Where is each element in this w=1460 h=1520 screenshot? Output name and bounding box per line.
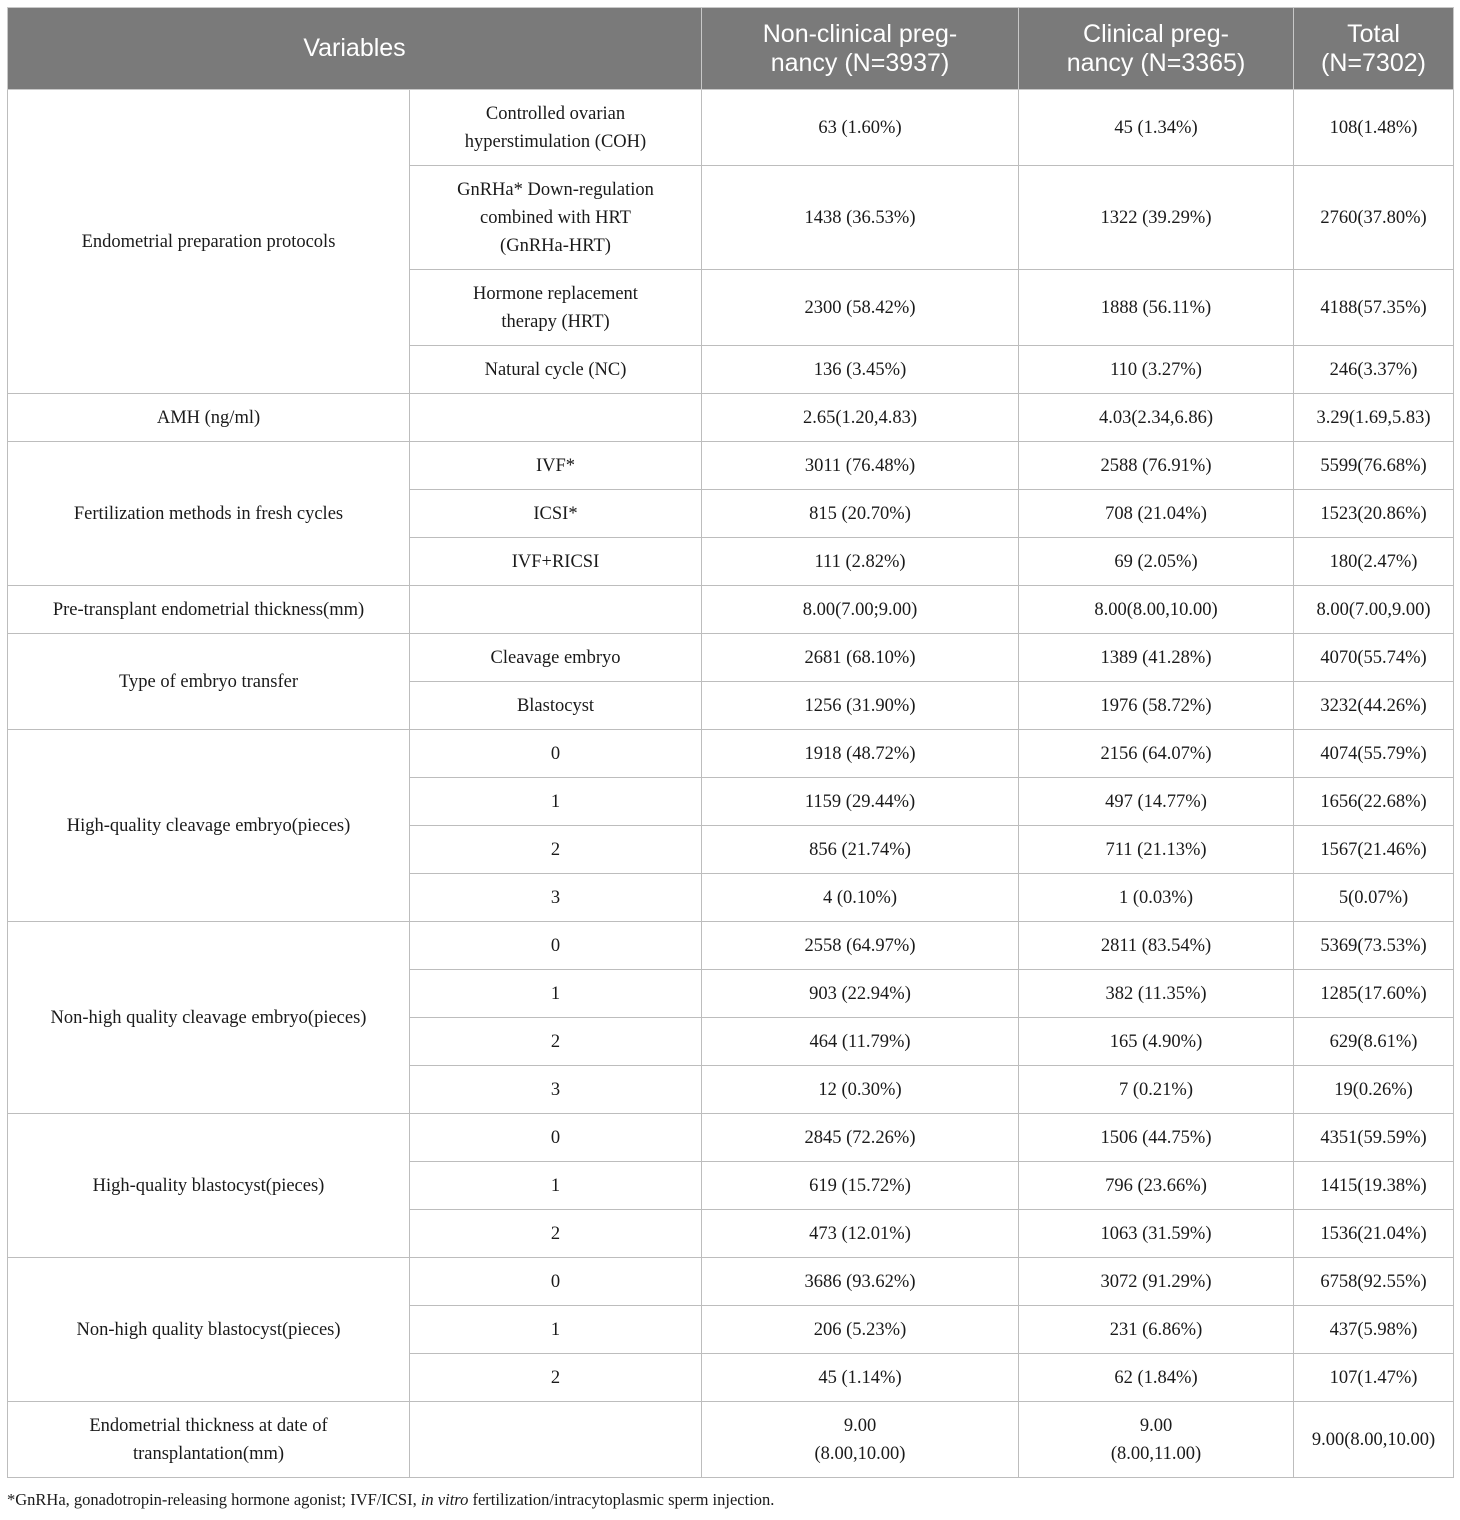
non-clinical-cell: 3011 (76.48%)	[702, 442, 1019, 490]
non-clinical-cell: 2845 (72.26%)	[702, 1114, 1019, 1162]
sub-cell: 1	[410, 1306, 702, 1354]
sub-cell: 2	[410, 1018, 702, 1066]
table-wrapper	[7, 7, 1453, 1478]
sub-cell: Hormone replacement therapy (HRT)	[410, 270, 702, 346]
table-row	[8, 730, 1454, 778]
header-row	[8, 8, 1454, 90]
non-clinical-cell: 63 (1.60%)	[702, 90, 1019, 166]
total-cell: 5(0.07%)	[1294, 874, 1454, 922]
total-cell: 246(3.37%)	[1294, 346, 1454, 394]
non-clinical-cell: 12 (0.30%)	[702, 1066, 1019, 1114]
total-cell: 1656(22.68%)	[1294, 778, 1454, 826]
total-cell: 3.29(1.69,5.83)	[1294, 394, 1454, 442]
non-clinical-cell: 1918 (48.72%)	[702, 730, 1019, 778]
sub-cell: 3	[410, 1066, 702, 1114]
non-clinical-cell: 1438 (36.53%)	[702, 166, 1019, 270]
non-clinical-cell: 3686 (93.62%)	[702, 1258, 1019, 1306]
table-row	[8, 586, 1454, 634]
total-cell: 3232(44.26%)	[1294, 682, 1454, 730]
clinical-cell: 796 (23.66%)	[1019, 1162, 1294, 1210]
clinical-cell: 1322 (39.29%)	[1019, 166, 1294, 270]
sub-cell: ICSI*	[410, 490, 702, 538]
variable-cell: Non-high quality blastocyst(pieces)	[8, 1258, 410, 1402]
clinical-cell: 708 (21.04%)	[1019, 490, 1294, 538]
variable-cell: Fertilization methods in fresh cycles	[8, 442, 410, 586]
table-row	[8, 1402, 1454, 1478]
clinical-cell: 69 (2.05%)	[1019, 538, 1294, 586]
variable-cell: High-quality blastocyst(pieces)	[8, 1114, 410, 1258]
non-clinical-cell: 206 (5.23%)	[702, 1306, 1019, 1354]
total-cell: 6758(92.55%)	[1294, 1258, 1454, 1306]
non-clinical-cell: 473 (12.01%)	[702, 1210, 1019, 1258]
total-cell: 1523(20.86%)	[1294, 490, 1454, 538]
non-clinical-cell: 8.00(7.00;9.00)	[702, 586, 1019, 634]
table-body	[8, 90, 1454, 1478]
sub-cell: 2	[410, 1210, 702, 1258]
total-cell: 5599(76.68%)	[1294, 442, 1454, 490]
sub-cell: IVF*	[410, 442, 702, 490]
variable-cell: Endometrial preparation protocols	[8, 90, 410, 394]
clinical-cell: 1389 (41.28%)	[1019, 634, 1294, 682]
total-cell: 1536(21.04%)	[1294, 1210, 1454, 1258]
total-cell: 437(5.98%)	[1294, 1306, 1454, 1354]
variable-cell: Endometrial thickness at date of transplantation(mm)	[8, 1402, 410, 1478]
total-cell: 629(8.61%)	[1294, 1018, 1454, 1066]
table-row	[8, 394, 1454, 442]
table-row	[8, 1114, 1454, 1162]
header-non-clinical: Non-clinical preg- nancy (N=3937)	[702, 8, 1019, 90]
sub-cell: 1	[410, 778, 702, 826]
non-clinical-cell: 619 (15.72%)	[702, 1162, 1019, 1210]
sub-cell: 0	[410, 1114, 702, 1162]
table-row	[8, 634, 1454, 682]
clinical-cell: 1888 (56.11%)	[1019, 270, 1294, 346]
sub-cell: Blastocyst	[410, 682, 702, 730]
non-clinical-cell: 111 (2.82%)	[702, 538, 1019, 586]
sub-cell: IVF+RICSI	[410, 538, 702, 586]
clinical-cell: 45 (1.34%)	[1019, 90, 1294, 166]
clinical-cell: 711 (21.13%)	[1019, 826, 1294, 874]
clinical-cell: 62 (1.84%)	[1019, 1354, 1294, 1402]
sub-cell: 3	[410, 874, 702, 922]
sub-cell: 0	[410, 922, 702, 970]
non-clinical-cell: 1256 (31.90%)	[702, 682, 1019, 730]
clinical-cell: 165 (4.90%)	[1019, 1018, 1294, 1066]
table-row	[8, 90, 1454, 166]
non-clinical-cell: 2558 (64.97%)	[702, 922, 1019, 970]
non-clinical-cell: 815 (20.70%)	[702, 490, 1019, 538]
non-clinical-cell: 464 (11.79%)	[702, 1018, 1019, 1066]
total-cell: 1285(17.60%)	[1294, 970, 1454, 1018]
sub-cell	[410, 586, 702, 634]
sub-cell: 1	[410, 970, 702, 1018]
sub-cell: 0	[410, 1258, 702, 1306]
non-clinical-cell: 2300 (58.42%)	[702, 270, 1019, 346]
non-clinical-cell: 136 (3.45%)	[702, 346, 1019, 394]
variable-cell: Type of embryo transfer	[8, 634, 410, 730]
total-cell: 19(0.26%)	[1294, 1066, 1454, 1114]
sub-cell	[410, 394, 702, 442]
sub-cell: GnRHa* Down-regulation combined with HRT (GnRHa-HRT)	[410, 166, 702, 270]
total-cell: 5369(73.53%)	[1294, 922, 1454, 970]
sub-cell: Cleavage embryo	[410, 634, 702, 682]
clinical-cell: 231 (6.86%)	[1019, 1306, 1294, 1354]
table-row	[8, 442, 1454, 490]
non-clinical-cell: 2681 (68.10%)	[702, 634, 1019, 682]
clinical-cell: 3072 (91.29%)	[1019, 1258, 1294, 1306]
clinical-cell: 4.03(2.34,6.86)	[1019, 394, 1294, 442]
total-cell: 180(2.47%)	[1294, 538, 1454, 586]
total-cell: 4188(57.35%)	[1294, 270, 1454, 346]
clinical-cell: 497 (14.77%)	[1019, 778, 1294, 826]
non-clinical-cell: 9.00 (8.00,10.00)	[702, 1402, 1019, 1478]
variable-cell: Non-high quality cleavage embryo(pieces)	[8, 922, 410, 1114]
clinical-cell: 382 (11.35%)	[1019, 970, 1294, 1018]
header-total: Total (N=7302)	[1294, 8, 1454, 90]
table-row	[8, 922, 1454, 970]
sub-cell: 2	[410, 1354, 702, 1402]
clinical-cell: 1 (0.03%)	[1019, 874, 1294, 922]
sub-cell: 2	[410, 826, 702, 874]
footnote	[7, 1490, 774, 1510]
clinical-cell: 9.00 (8.00,11.00)	[1019, 1402, 1294, 1478]
non-clinical-cell: 45 (1.14%)	[702, 1354, 1019, 1402]
sub-cell: 1	[410, 1162, 702, 1210]
non-clinical-cell: 2.65(1.20,4.83)	[702, 394, 1019, 442]
clinical-cell: 2811 (83.54%)	[1019, 922, 1294, 970]
variable-cell: High-quality cleavage embryo(pieces)	[8, 730, 410, 922]
non-clinical-cell: 856 (21.74%)	[702, 826, 1019, 874]
sub-cell: 0	[410, 730, 702, 778]
total-cell: 8.00(7.00,9.00)	[1294, 586, 1454, 634]
total-cell: 107(1.47%)	[1294, 1354, 1454, 1402]
clinical-cell: 110 (3.27%)	[1019, 346, 1294, 394]
variable-cell: Pre-transplant endometrial thickness(mm)	[8, 586, 410, 634]
sub-cell: Natural cycle (NC)	[410, 346, 702, 394]
clinical-cell: 2588 (76.91%)	[1019, 442, 1294, 490]
footnote-after: fertilization/intracytoplasmic sperm injection.	[468, 1490, 775, 1509]
total-cell: 4070(55.74%)	[1294, 634, 1454, 682]
data-table	[7, 7, 1454, 1478]
clinical-cell: 1976 (58.72%)	[1019, 682, 1294, 730]
sub-cell	[410, 1402, 702, 1478]
non-clinical-cell: 903 (22.94%)	[702, 970, 1019, 1018]
clinical-cell: 2156 (64.07%)	[1019, 730, 1294, 778]
total-cell: 108(1.48%)	[1294, 90, 1454, 166]
total-cell: 1415(19.38%)	[1294, 1162, 1454, 1210]
footnote-italic: in vitro	[420, 1490, 469, 1509]
total-cell: 2760(37.80%)	[1294, 166, 1454, 270]
clinical-cell: 8.00(8.00,10.00)	[1019, 586, 1294, 634]
header-variables: Variables	[8, 8, 702, 90]
total-cell: 1567(21.46%)	[1294, 826, 1454, 874]
clinical-cell: 1063 (31.59%)	[1019, 1210, 1294, 1258]
footnote-before: *GnRHa, gonadotropin-releasing hormone agonist; IVF/ICSI,	[7, 1490, 421, 1509]
total-cell: 9.00(8.00,10.00)	[1294, 1402, 1454, 1478]
total-cell: 4351(59.59%)	[1294, 1114, 1454, 1162]
total-cell: 4074(55.79%)	[1294, 730, 1454, 778]
sub-cell: Controlled ovarian hyperstimulation (COH)	[410, 90, 702, 166]
clinical-cell: 7 (0.21%)	[1019, 1066, 1294, 1114]
header-clinical: Clinical preg- nancy (N=3365)	[1019, 8, 1294, 90]
variable-cell: AMH (ng/ml)	[8, 394, 410, 442]
clinical-cell: 1506 (44.75%)	[1019, 1114, 1294, 1162]
non-clinical-cell: 4 (0.10%)	[702, 874, 1019, 922]
table-row	[8, 1258, 1454, 1306]
non-clinical-cell: 1159 (29.44%)	[702, 778, 1019, 826]
